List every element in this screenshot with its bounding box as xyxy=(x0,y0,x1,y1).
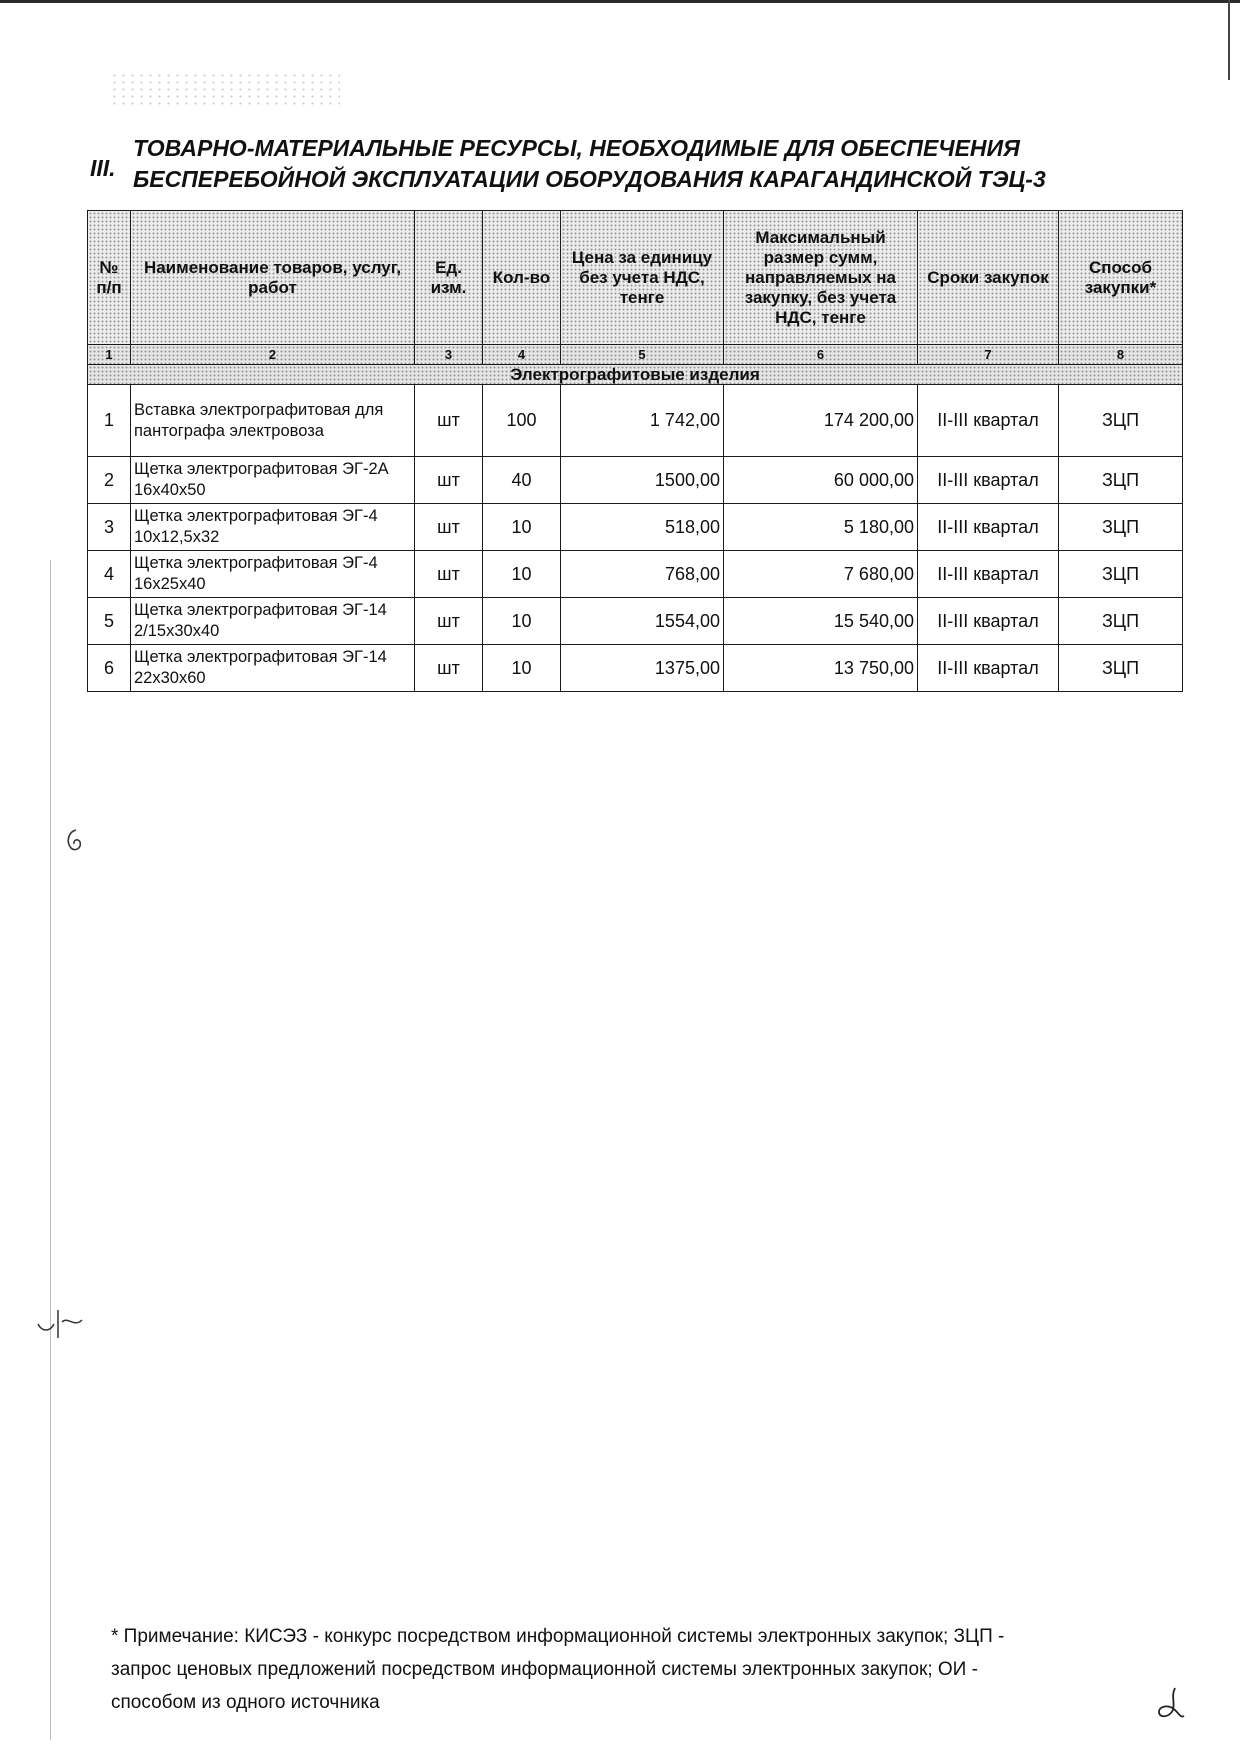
table-row xyxy=(88,551,1183,598)
cell-qty: 40 xyxy=(483,457,561,504)
cell-method: ЗЦП xyxy=(1059,457,1183,504)
column-number: 8 xyxy=(1059,345,1183,365)
footnote xyxy=(111,1620,1111,1719)
cell-method: ЗЦП xyxy=(1059,645,1183,692)
header-method: Способ закупки* xyxy=(1059,211,1183,345)
cell-price: 518,00 xyxy=(561,504,724,551)
cell-qty: 10 xyxy=(483,598,561,645)
cell-num: 6 xyxy=(88,645,131,692)
cell-method: ЗЦП xyxy=(1059,598,1183,645)
table-row xyxy=(88,457,1183,504)
scan-border-right xyxy=(1228,0,1230,80)
procurement-table xyxy=(87,210,1183,692)
cell-num: 5 xyxy=(88,598,131,645)
section-title xyxy=(133,133,1133,195)
cell-unit: шт xyxy=(415,598,483,645)
cell-unit: шт xyxy=(415,645,483,692)
cell-price: 1500,00 xyxy=(561,457,724,504)
header-max-amount: Максимальный размер сумм, направляемых на закупку, без учета НДС, тенге xyxy=(724,211,918,345)
cell-term: II-III квартал xyxy=(918,551,1059,598)
cell-price: 1375,00 xyxy=(561,645,724,692)
cell-unit: шт xyxy=(415,504,483,551)
cell-qty: 100 xyxy=(483,385,561,457)
column-number: 5 xyxy=(561,345,724,365)
header-num: № п/п xyxy=(88,211,131,345)
scan-margin-line xyxy=(50,560,51,1740)
cell-unit: шт xyxy=(415,551,483,598)
footnote-line-2: запрос ценовых предложений посредством информационной системы электронных закупок; ОИ - xyxy=(111,1659,978,1680)
cell-qty: 10 xyxy=(483,645,561,692)
cell-name: Щетка электрографитовая ЭГ-4 10х12,5х32 xyxy=(131,504,415,551)
cell-name: Вставка электрографитовая для пантографа электровоза xyxy=(131,385,415,457)
cell-term: II-III квартал xyxy=(918,504,1059,551)
cell-unit: шт xyxy=(415,457,483,504)
group-row xyxy=(88,365,1183,385)
cell-qty: 10 xyxy=(483,504,561,551)
footnote-line-1: * Примечание: КИСЭЗ - конкурс посредством информационной системы электронных закупок; ЗЦП - xyxy=(111,1626,1005,1647)
handwritten-margin-mark-icon xyxy=(34,1302,90,1342)
cell-method: ЗЦП xyxy=(1059,504,1183,551)
cell-term: II-III квартал xyxy=(918,385,1059,457)
cell-name: Щетка электрографитовая ЭГ-14 22х30х60 xyxy=(131,645,415,692)
column-number: 1 xyxy=(88,345,131,365)
header-term: Сроки закупок xyxy=(918,211,1059,345)
cell-num: 4 xyxy=(88,551,131,598)
cell-price: 1554,00 xyxy=(561,598,724,645)
cell-max-amount: 174 200,00 xyxy=(724,385,918,457)
table-row xyxy=(88,385,1183,457)
cell-price: 768,00 xyxy=(561,551,724,598)
footnote-line-3: способом из одного источника xyxy=(111,1692,380,1713)
scan-noise xyxy=(110,72,340,106)
cell-num: 3 xyxy=(88,504,131,551)
column-number: 3 xyxy=(415,345,483,365)
section-title-line-1: ТОВАРНО-МАТЕРИАЛЬНЫЕ РЕСУРСЫ, НЕОБХОДИМЫЕ ДЛЯ ОБЕСПЕЧЕНИЯ xyxy=(133,135,1020,161)
cell-term: II-III квартал xyxy=(918,598,1059,645)
cell-num: 2 xyxy=(88,457,131,504)
column-number: 4 xyxy=(483,345,561,365)
section-number: III. xyxy=(90,155,116,181)
table-row xyxy=(88,598,1183,645)
cell-max-amount: 13 750,00 xyxy=(724,645,918,692)
cell-max-amount: 15 540,00 xyxy=(724,598,918,645)
cell-name: Щетка электрографитовая ЭГ-14 2/15х30х40 xyxy=(131,598,415,645)
cell-method: ЗЦП xyxy=(1059,551,1183,598)
cell-max-amount: 7 680,00 xyxy=(724,551,918,598)
cell-term: II-III квартал xyxy=(918,645,1059,692)
column-number: 2 xyxy=(131,345,415,365)
table-row xyxy=(88,504,1183,551)
cell-max-amount: 60 000,00 xyxy=(724,457,918,504)
header-price: Цена за единицу без учета НДС, тенге xyxy=(561,211,724,345)
handwritten-initial-icon xyxy=(1151,1682,1187,1724)
cell-name: Щетка электрографитовая ЭГ-4 16х25х40 xyxy=(131,551,415,598)
column-number-row xyxy=(88,345,1183,365)
column-number: 7 xyxy=(918,345,1059,365)
section-title-line-2: БЕСПЕРЕБОЙНОЙ ЭКСПЛУАТАЦИИ ОБОРУДОВАНИЯ КАРАГАНДИНСКОЙ ТЭЦ-3 xyxy=(133,166,1046,192)
cell-term: II-III квартал xyxy=(918,457,1059,504)
table-row xyxy=(88,645,1183,692)
handwritten-margin-mark-icon xyxy=(62,826,88,856)
header-qty: Кол-во xyxy=(483,211,561,345)
cell-method: ЗЦП xyxy=(1059,385,1183,457)
scan-border-top xyxy=(0,0,1240,3)
cell-max-amount: 5 180,00 xyxy=(724,504,918,551)
cell-price: 1 742,00 xyxy=(561,385,724,457)
cell-name: Щетка электрографитовая ЭГ-2А 16х40х50 xyxy=(131,457,415,504)
column-number: 6 xyxy=(724,345,918,365)
cell-num: 1 xyxy=(88,385,131,457)
header-unit: Ед. изм. xyxy=(415,211,483,345)
cell-qty: 10 xyxy=(483,551,561,598)
table-header-row xyxy=(88,211,1183,345)
header-name: Наименование товаров, услуг, работ xyxy=(131,211,415,345)
cell-unit: шт xyxy=(415,385,483,457)
group-title: Электрографитовые изделия xyxy=(88,365,1183,385)
